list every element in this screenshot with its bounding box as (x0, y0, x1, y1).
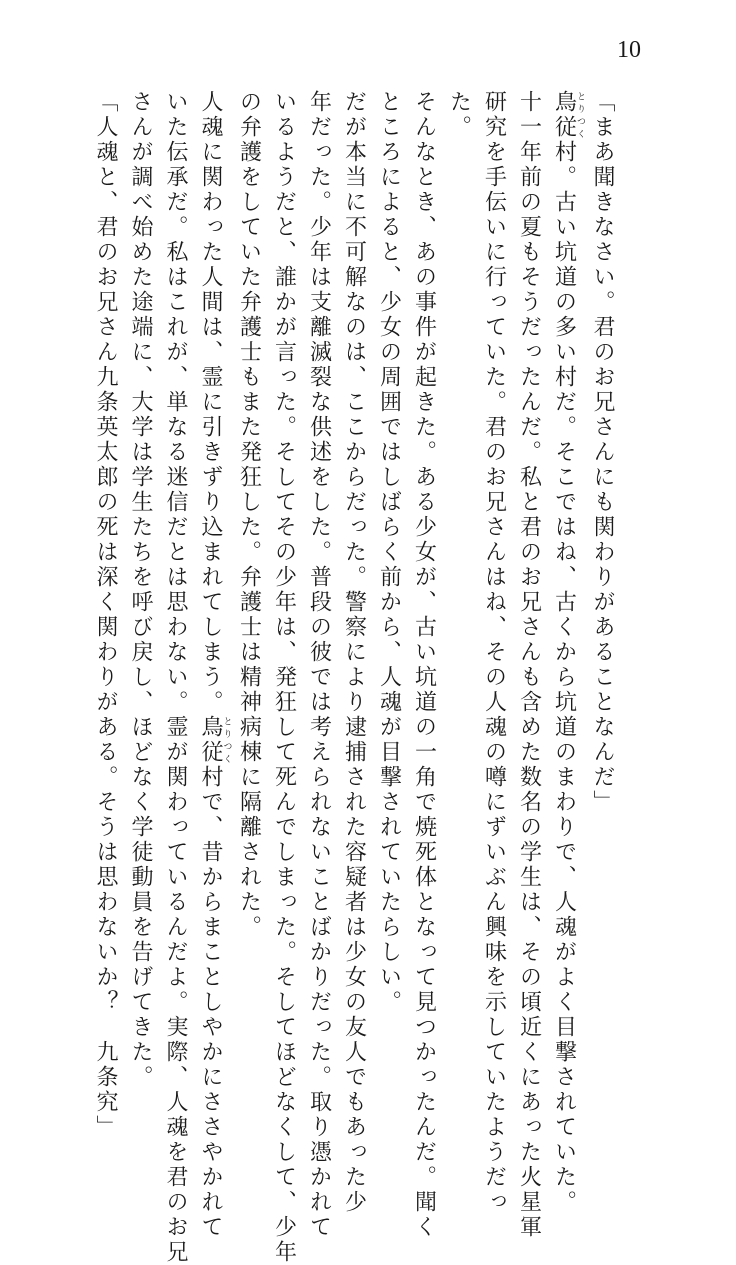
text-line: 鳥従とりつく村。古い坑道の多い村だ。そこではね、古くから坑道のまわりで、人魂がよく目撃されていた。 (551, 90, 585, 1215)
page-number: 10 (617, 37, 641, 63)
text-line: 年だった。少年は支離滅裂な供述をした。普段の彼では考えられないことばかりだった。取り憑かれて (306, 90, 332, 1240)
text-line: の弁護をしていた弁護士もまた発狂した。弁護士は精神病棟に隔離された。 (236, 90, 262, 940)
ruby-annotation: 鳥従とりつく (198, 715, 232, 765)
text-line: いた伝承だ。私はこれが、単なる迷信だとは思わない。霊が関わっているんだよ。実際、人魂を君のお兄 (163, 90, 188, 1265)
text-line: 研究を手伝いに行っていた。君のお兄さんはね、その人魂の噂にずいぶん興味を示していたようだっ (481, 90, 507, 1215)
ruby-annotation: 鳥従とりつく (551, 90, 585, 140)
text-line: だが本当に不可解なのは、ここからだった。警察により逮捕された容疑者は少女の友人でもあった少 (341, 90, 367, 1215)
vertical-text-block (93, 90, 620, 1265)
text-line: そんなとき、あの事件が起きた。ある少女が、古い坑道の一角で焼死体となって見つかったんだ。聞く (411, 90, 437, 1240)
text-line: た。 (446, 90, 472, 140)
text-line: ところによると、少女の周囲ではしばらく前から、人魂が目撃されていたらしい。 (376, 90, 402, 1015)
text-line: いるようだと、誰かが言った。そしてその少年は、発狂して死んでしまった。そしてほどなくして、少年 (271, 90, 297, 1265)
text-line: 「まあ聞きなさい。君のお兄さんにも関わりがあることなんだ」 (590, 90, 615, 815)
ruby-reading: とりつく (575, 90, 585, 140)
text-line: 「人魂と、君のお兄さん九条英太郎の死は深く関わりがある。そうは思わないか？ 九条究」 (93, 90, 118, 1140)
text-line: さんが調べ始めた途端に、大学は学生たちを呼び戻し、ほどなく学徒動員を告げてきた。 (128, 90, 153, 1090)
ruby-reading: とりつく (221, 715, 232, 765)
text-line: 十一年前の夏もそうだったんだ。私と君のお兄さんも含めた数名の学生は、その頃近くにあった火星軍 (516, 90, 542, 1240)
text-line: 人魂に関わった人間は、霊に引きずり込まれてしまう。鳥従とりつく村で、昔からまことしやかにささやかれて (198, 90, 232, 1240)
